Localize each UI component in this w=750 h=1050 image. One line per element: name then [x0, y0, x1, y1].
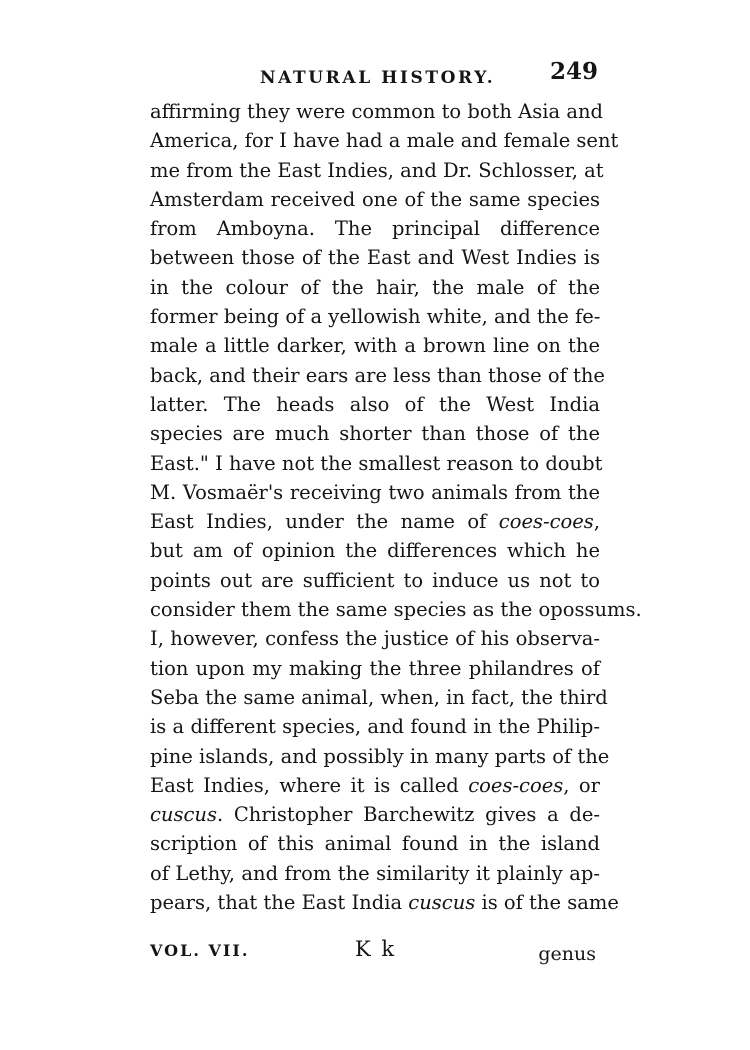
- line-segment: East Indies, under the name of: [150, 510, 499, 534]
- line-segment: of Lethy, and from the similarity it plainly ap-: [150, 861, 600, 885]
- line-segment: East Indies, where it is called: [150, 773, 469, 797]
- text-line: [150, 302, 600, 331]
- text-line: [150, 859, 600, 888]
- running-title: NATURAL HISTORY.: [260, 68, 496, 88]
- running-head: [150, 58, 600, 92]
- text-line: [150, 595, 642, 624]
- line-segment: pears, that the East India: [150, 891, 409, 915]
- text-line: [150, 566, 600, 595]
- text-line: [150, 126, 619, 155]
- text-line: [150, 888, 619, 917]
- line-segment: former being of a yellowish white, and the fe-: [150, 305, 601, 329]
- body-text: [150, 97, 642, 917]
- line-segment: scription of this animal found in the island: [150, 832, 600, 856]
- line-segment: is a different species, and found in the Philip-: [150, 715, 600, 739]
- line-segment: ,: [593, 510, 600, 534]
- italic-term: cuscus: [150, 803, 217, 827]
- text-line: [150, 771, 600, 800]
- volume-label: VOL. VII.: [150, 941, 250, 960]
- line-segment: I, however, confess the justice of his observa-: [150, 627, 600, 651]
- line-segment: pine islands, and possibly in many parts of the: [150, 744, 610, 768]
- page-number: 249: [549, 58, 598, 85]
- line-segment: Amsterdam received one of the same species: [150, 187, 600, 211]
- line-segment: in the colour of the hair, the male of the: [150, 275, 600, 299]
- text-line: [150, 273, 600, 302]
- line-segment: male a little darker, with a brown line on the: [150, 334, 600, 358]
- signature-mark: K k: [355, 937, 397, 961]
- text-line: [150, 97, 603, 126]
- line-segment: between those of the East and West Indies is: [150, 246, 600, 270]
- text-line: [150, 478, 600, 507]
- line-segment: latter. The heads also of the West India: [150, 392, 600, 416]
- catchword: genus: [538, 943, 596, 965]
- line-segment: points out are sufficient to induce us not to: [150, 568, 600, 592]
- line-segment: back, and their ears are less than those of the: [150, 363, 605, 387]
- text-line: [150, 624, 600, 653]
- text-line: [150, 390, 600, 419]
- text-line: [150, 800, 600, 829]
- text-line: [150, 185, 600, 214]
- line-segment: tion upon my making the three philandres of: [150, 656, 600, 680]
- line-segment: Seba the same animal, when, in fact, the third: [150, 685, 608, 709]
- line-segment: species are much shorter than those of the: [150, 422, 600, 446]
- text-line: [150, 683, 608, 712]
- text-line: [150, 712, 600, 741]
- text-line: [150, 156, 604, 185]
- text-line: [150, 536, 600, 565]
- text-line: [150, 654, 600, 683]
- italic-term: coes-coes: [498, 510, 594, 534]
- text-line: [150, 507, 600, 536]
- line-segment: M. Vosmaër's receiving two animals from the: [150, 480, 600, 504]
- line-segment: from Amboyna. The principal difference: [150, 217, 600, 241]
- italic-term: coes-coes: [468, 773, 564, 797]
- line-segment: . Christopher Barchewitz gives a de-: [216, 803, 600, 827]
- line-segment: but am of opinion the differences which he: [150, 539, 600, 563]
- line-segment: is of the same: [475, 891, 619, 915]
- text-line: [150, 214, 600, 243]
- line-segment: me from the East Indies, and Dr. Schlosser, at: [150, 158, 604, 182]
- page-footer: [150, 937, 600, 971]
- italic-term: cuscus: [408, 891, 476, 915]
- text-line: [150, 361, 605, 390]
- line-segment: affirming they were common to both Asia and: [150, 100, 603, 123]
- line-segment: America, for I have had a male and female sent: [150, 129, 619, 153]
- text-line: [150, 449, 603, 478]
- line-segment: East." I have not the smallest reason to doubt: [150, 451, 603, 475]
- text-line: [150, 243, 600, 272]
- line-segment: , or: [563, 773, 600, 797]
- text-line: [150, 829, 600, 858]
- line-segment: consider them the same species as the opossums.: [150, 598, 642, 622]
- text-line: [150, 419, 600, 448]
- text-line: [150, 742, 610, 771]
- text-line: [150, 331, 600, 360]
